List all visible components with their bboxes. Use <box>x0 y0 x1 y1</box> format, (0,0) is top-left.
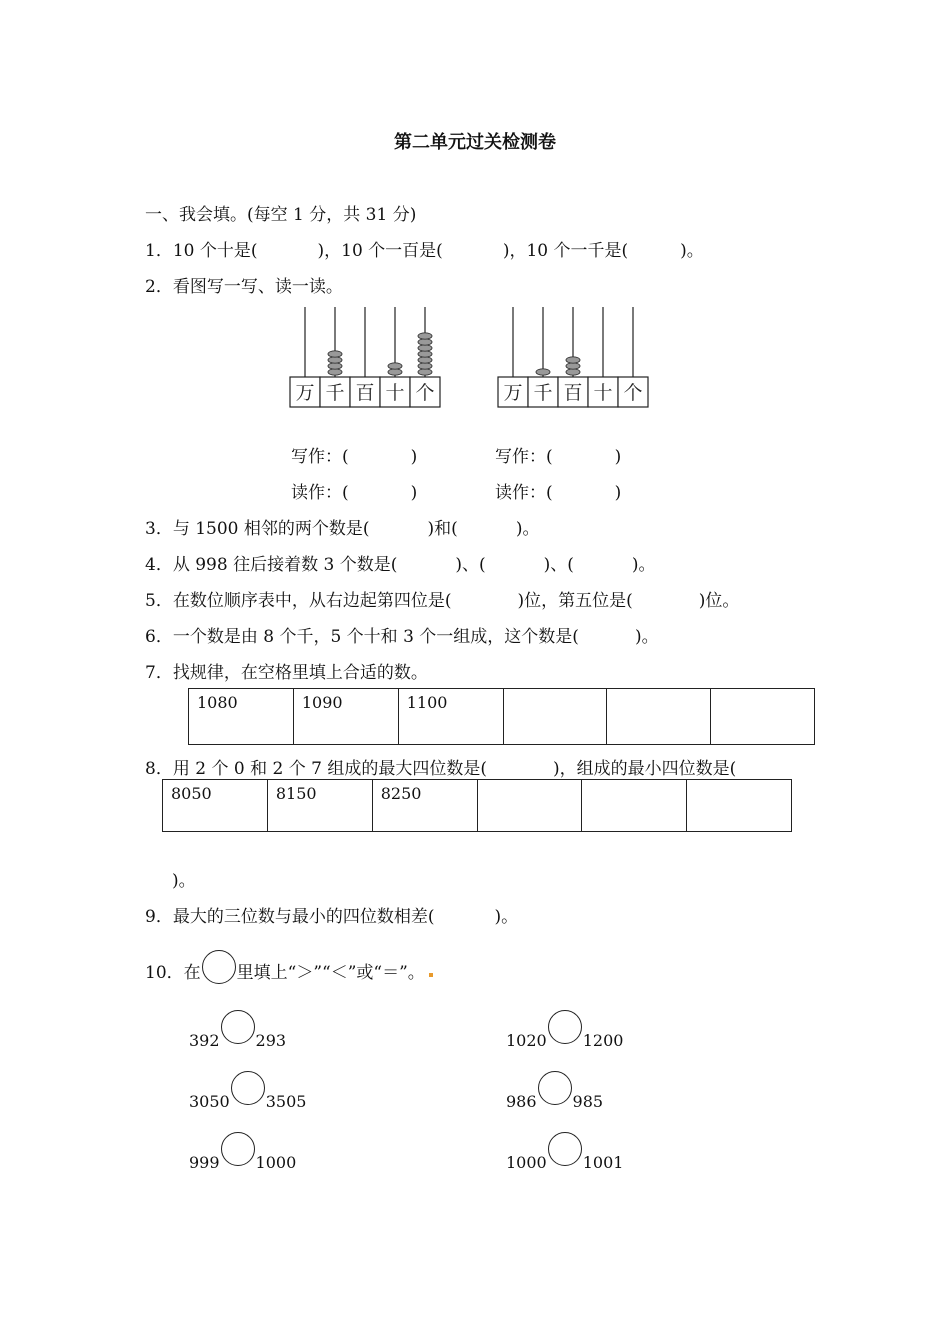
q8-cell: 8050 <box>163 780 268 832</box>
read-answer-right: 读作：( ) <box>495 483 622 503</box>
q8-cell-blank[interactable] <box>582 780 687 832</box>
q1-number: 1． <box>145 241 173 261</box>
compare-item: 392 293 <box>189 1010 286 1050</box>
compare-circle[interactable] <box>221 1010 255 1044</box>
abacus-left-bead <box>388 369 402 375</box>
question-2 <box>145 272 343 297</box>
compare-circle[interactable] <box>548 1010 582 1044</box>
compare-item: 3050 3505 <box>189 1071 306 1111</box>
q8-cell-blank[interactable] <box>477 780 582 832</box>
abacus-left-bead <box>418 339 432 345</box>
circle-icon <box>202 950 236 984</box>
q8-cell: 8250 <box>372 780 477 832</box>
compare-item: 1020 1200 <box>506 1010 623 1050</box>
question-8: 8．用 2 个 0 和 2 个 7 组成的最大四位数是( )，组成的最小四位数是( <box>145 759 737 779</box>
abacus-left-bead <box>328 363 342 369</box>
q7-cell-blank[interactable] <box>711 689 815 745</box>
abacus-left-label: 个 <box>415 382 435 404</box>
abacus-left-bead <box>418 369 432 375</box>
abacus-left-bead <box>418 351 432 357</box>
q7-cell: 1100 <box>398 689 503 745</box>
abacus-left-bead <box>328 351 342 357</box>
question-7: 7．找规律，在空格里填上合适的数。 <box>145 663 428 683</box>
abacus-left-bead <box>418 345 432 351</box>
section-heading: 一、我会填。(每空 1 分，共 31 分) <box>145 205 417 225</box>
question-6: 6．一个数是由 8 个千，5 个十和 3 个一组成，这个数是( )。 <box>145 627 659 647</box>
question-1 <box>145 236 704 261</box>
abacus-right-bead <box>566 357 580 363</box>
question-10: 10．在 里填上“＞”“＜”或“＝”。 <box>145 950 433 984</box>
q2-text: 看图写一写、读一读。 <box>172 277 343 297</box>
question-3: 3．与 1500 相邻的两个数是( )和( )。 <box>145 519 540 539</box>
question-5: 5．在数位顺序表中，从右边起第四位是( )位，第五位是( )位。 <box>145 591 740 611</box>
compare-item: 999 1000 <box>189 1132 296 1172</box>
q1-text-c: )，10 个一千是( <box>502 241 629 261</box>
abacus-right-bead <box>536 369 550 375</box>
compare-item: 986 985 <box>506 1071 603 1111</box>
abacus-right-label: 个 <box>623 382 643 404</box>
abacus-left-bead <box>418 363 432 369</box>
write-answer-right: 写作：( ) <box>495 447 622 467</box>
write-answer-left: 写作：( ) <box>291 447 418 467</box>
read-answer-left: 读作：( ) <box>291 483 418 503</box>
abacus-left-label: 百 <box>355 382 375 404</box>
q7-cell-blank[interactable] <box>503 689 607 745</box>
abacus-right-label: 万 <box>503 382 523 404</box>
abacus-left-bead <box>418 333 432 339</box>
abacus-left-bead <box>418 357 432 363</box>
compare-circle[interactable] <box>548 1132 582 1166</box>
question-9: 9．最大的三位数与最小的四位数相差( )。 <box>145 907 519 927</box>
q2-number: 2． <box>145 277 173 297</box>
abacus-right-bead <box>566 369 580 375</box>
page-title: 第二单元过关检测卷 <box>394 132 556 153</box>
abacus-right-label: 千 <box>533 382 553 404</box>
q1-text-d: )。 <box>680 241 704 261</box>
q8-cell-blank[interactable] <box>687 780 792 832</box>
compare-circle[interactable] <box>231 1071 265 1105</box>
q7-cell: 1080 <box>189 689 294 745</box>
question-4: 4．从 998 往后接着数 3 个数是( )、( )、( )。 <box>145 555 656 575</box>
q7-cell: 1090 <box>293 689 398 745</box>
abacus-left-bead <box>388 363 402 369</box>
q8-sequence-table <box>162 779 792 832</box>
q7-cell-blank[interactable] <box>607 689 711 745</box>
q8-cell: 8150 <box>267 780 372 832</box>
mark-dot <box>429 973 433 977</box>
abacus-left-bead <box>328 357 342 363</box>
q1-text-b: )，10 个一百是( <box>317 241 443 261</box>
q1-text-a: 10 个十是( <box>172 241 258 261</box>
compare-circle[interactable] <box>538 1071 572 1105</box>
abacus-left-label: 千 <box>325 382 345 404</box>
abacus-right-label: 十 <box>593 382 613 404</box>
q8-end: )。 <box>172 871 196 891</box>
abacus-left-label: 十 <box>385 382 405 404</box>
compare-circle[interactable] <box>221 1132 255 1166</box>
abacus-right-label: 百 <box>563 382 583 404</box>
abacus-left-bead <box>328 369 342 375</box>
abacus-right <box>496 305 652 409</box>
abacus-left <box>288 305 444 409</box>
abacus-left-label: 万 <box>295 382 315 404</box>
q7-sequence-table <box>188 688 815 745</box>
compare-item: 1000 1001 <box>506 1132 623 1172</box>
abacus-right-bead <box>566 363 580 369</box>
